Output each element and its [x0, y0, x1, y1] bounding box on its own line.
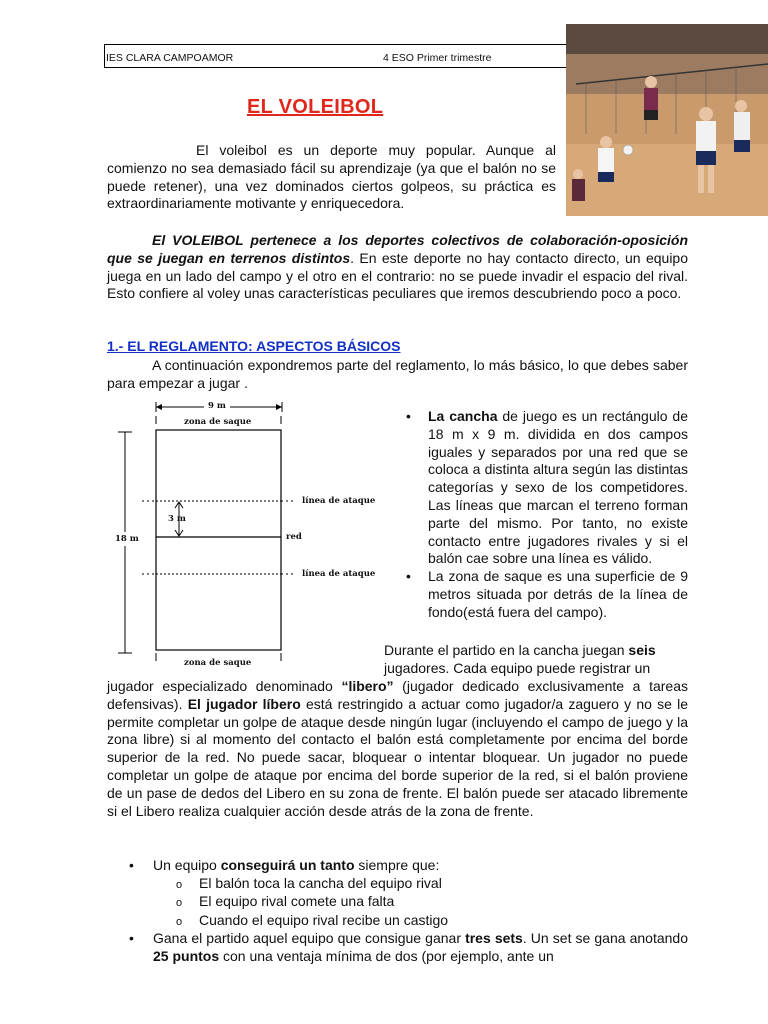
list-item: [398, 408, 688, 568]
bullet-icon: •: [406, 568, 411, 585]
list-item: [107, 929, 688, 965]
sub-item-text: El equipo rival comete una falta: [199, 893, 395, 910]
scoring-list: [107, 856, 688, 965]
players-count: seis: [628, 642, 656, 658]
sets-text-b: . Un set se gana anotando: [522, 929, 689, 946]
attack-line-top-label: línea de ataque: [302, 496, 376, 506]
sets-bold: tres sets: [465, 929, 523, 946]
intro-paragraph: El voleibol es un deporte muy popular. Aunque al comienzo no sea demasiado fácil su aprendizaje (ya que el balón no se puede retener), una vez dominados ciertos golpeos, su práctica es extraordinariamente motivante y enriquecedora.: [107, 142, 556, 212]
circle-bullet-icon: o: [176, 879, 183, 892]
court-diagram: [106, 396, 396, 676]
header-school: IES CLARA CAMPOAMOR: [106, 52, 234, 64]
section-intro: A continuación expondremos parte del reglamento, lo más básico, lo que debes saber para empezar a jugar .: [107, 357, 688, 391]
sub-list-item: [107, 911, 688, 929]
volleyball-photo-illustration: [566, 24, 768, 216]
sub-list-item: [107, 892, 688, 910]
description-rest: . En este deporte no hay contacto directo, un equipo juega en un lado del campo y el otro en el contrario: no se puede invadir el espacio del rival. Esto confiere al voley unas características peculiares que iremos descubriendo poco a poco.: [107, 249, 689, 302]
sub-list-item: [107, 874, 688, 892]
libero-player-term: El jugador líbero: [187, 695, 301, 712]
volleyball-photo: [566, 24, 768, 216]
players-paragraph: jugador especializado denominado “libero” (jugador dedicado exclusivamente a tareas defensivas). El jugador líbero está restringido a actuar como jugador/a zaguero y no se le permite completar un golpe de ataque desde ningún lugar (incluyendo el campo de juego y la zona libre) si al momento del contacto el balón está completamente por encima del borde superior de la red. No puede sacar, bloquear o intentar bloquear. Un jugador no puede completar un golpe de ataque por encima del borde superior de la red, si el balón proviene de un pase de dedos del Libero en su zona de frente. El balón puede ser atacado libremente si el Libero realiza cualquier acción desde atrás de la zona de frente.: [107, 678, 688, 819]
serve-zone-bottom-label: zona de saque: [184, 658, 252, 668]
attack-line-bottom-label: línea de ataque: [302, 569, 376, 579]
court-diagram-svg: [106, 396, 396, 676]
sub-item-text: El balón toca la cancha del equipo rival: [199, 875, 442, 892]
players-text-e: (jugador dedicado exclusivamente a tareas defensivas).: [107, 678, 688, 712]
bullet-text: La zona de saque es una superficie de 9 metros situada por detrás de la línea de fondo(está fuera del campo).: [428, 568, 688, 620]
bullet-text: de juego es un rectángulo de 18 m x 9 m. dividida en dos campos iguales y separados por una red que se coloca a distinta altura según las distintas categorías y sexo de los competidores. Las líneas que marcan el terreno forman parte del mismo. Por tanto, no existe contacto entre jugadores rivales y si el balón cae sobre una línea es válido.: [428, 408, 688, 567]
points-bold: 25 puntos: [153, 948, 220, 965]
list-item: [398, 568, 688, 621]
scoring-text-b: siempre que:: [354, 857, 440, 873]
players-paragraph-start: Durante el partido en la cancha juegan seis jugadores. Cada equipo puede registrar un: [384, 642, 656, 676]
players-text-a: Durante el partido en la cancha juegan: [384, 642, 629, 658]
scoring-bold: conseguirá un tanto: [220, 857, 355, 873]
sets-text-a: Gana el partido aquel equipo que consigue ganar: [153, 929, 466, 946]
bullet-icon: •: [129, 857, 134, 873]
serve-zone-top-label: zona de saque: [184, 417, 252, 427]
header-course: 4 ESO Primer trimestre: [383, 52, 492, 64]
section-title-reglamento: 1.- EL REGLAMENTO: ASPECTOS BÁSICOS: [107, 338, 401, 354]
net-label: red: [286, 532, 302, 542]
court-bullet-list: [398, 408, 688, 622]
court-length-label: 18 m: [115, 534, 139, 544]
bullet-bold: La cancha: [428, 408, 498, 424]
circle-bullet-icon: o: [176, 897, 183, 910]
sub-item-text: Cuando el equipo rival recibe un castigo: [199, 911, 449, 928]
three-m-label: 3 m: [168, 514, 186, 524]
bullet-icon: •: [406, 408, 411, 424]
description-bold: El VOLEIBOL pertenece a los deportes colectivos de colaboración-oposición que se juegan en terrenos distintos: [107, 232, 688, 266]
sets-text-c: con una ventaja mínima de dos (por ejemplo, ante un: [219, 948, 554, 965]
list-item: [107, 856, 688, 874]
scoring-text-a: Un equipo: [153, 857, 221, 873]
bullet-icon: •: [129, 929, 134, 946]
page-title: EL VOLEIBOL: [247, 96, 384, 118]
players-text-g: está restringido a actuar como jugador/a zaguero y no se le permite completar un golpe de ataque desde ningún lugar (incluyendo el campo de juego y la zona libre) si al momento del contacto el balón está completamente por encima del borde superior de la red. No puede sacar, bloquear o intentar bloquear. Un jugador no puede completar un golpe de ataque por encima del borde superior de la red, si el balón proviene de un pase de dedos del Libero en su zona de frente. El balón puede ser atacado libremente si el Libero realiza cualquier acción desde atrás de la zona de frente.: [107, 695, 688, 819]
court-width-label: 9 m: [208, 401, 226, 411]
libero-term: “libero”: [341, 678, 394, 694]
description-paragraph: [107, 232, 688, 303]
circle-bullet-icon: o: [176, 915, 183, 928]
